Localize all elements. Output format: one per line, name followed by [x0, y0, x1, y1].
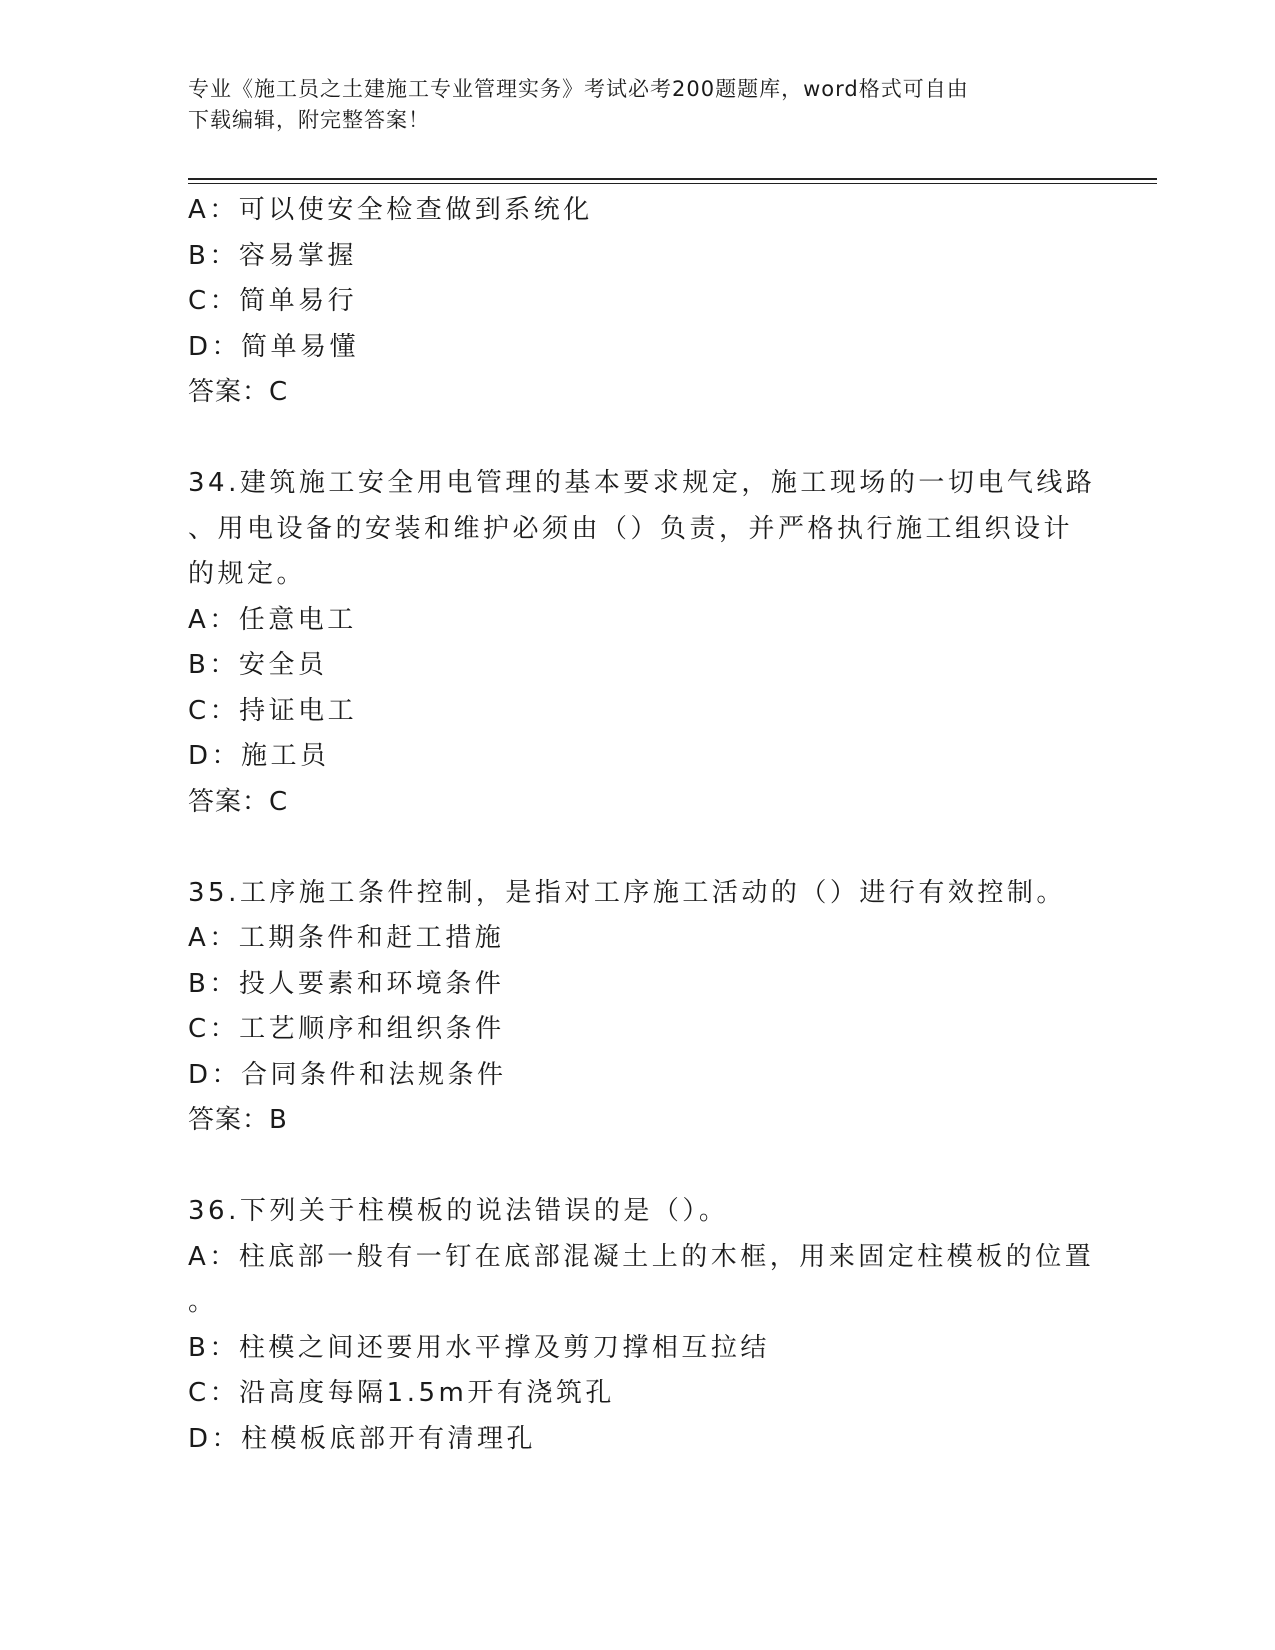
question-35: [188, 871, 1088, 1144]
question-stem-line: 34.建筑施工安全用电管理的基本要求规定，施工现场的一切电气线路: [188, 468, 1096, 498]
answer-line: 答案：B: [188, 1105, 288, 1135]
option-a: A：柱底部一般有一钉在底部混凝土上的木框，用来固定柱模板的位置: [188, 1241, 1095, 1272]
question-33: [188, 188, 1088, 416]
option-b: B：柱模之间还要用水平撑及剪刀撑相互拉结: [188, 1332, 770, 1363]
option-a: A：工期条件和赶工措施: [188, 923, 505, 953]
option-d: D：施工员: [188, 741, 330, 771]
document-body: [188, 188, 1096, 1462]
blank-line: [188, 416, 1088, 462]
header-line-2: 下载编辑，附完整答案！: [188, 108, 430, 132]
option-b: B：投人要素和环境条件: [188, 968, 505, 999]
blank-line: [188, 1144, 1088, 1190]
header-line-1: 专业《施工员之土建施工专业管理实务》考试必考200题题库，word格式可自由: [188, 77, 969, 101]
question-34: [188, 461, 1096, 825]
blank-line: [188, 825, 1088, 871]
document-header: [188, 74, 1088, 136]
answer-line: 答案：C: [188, 377, 289, 407]
question-stem-line: 35.工序施工条件控制，是指对工序施工活动的（）进行有效控制。: [188, 877, 1066, 908]
option-d: D：合同条件和法规条件: [188, 1059, 507, 1090]
option-b: B：容易掌握: [188, 240, 357, 271]
question-stem-line: 的规定。: [188, 559, 307, 589]
header-rule-thick: [188, 178, 1157, 180]
option-c: C：持证电工: [188, 695, 358, 726]
option-d: D：简单易懂: [188, 331, 360, 362]
option-a: A：可以使安全检查做到系统化: [188, 195, 593, 225]
option-a: A：任意电工: [188, 604, 357, 635]
answer-line: 答案：C: [188, 786, 289, 817]
option-c: C：工艺顺序和组织条件: [188, 1014, 505, 1044]
header-rule-thin: [188, 183, 1157, 184]
question-36: [188, 1189, 1095, 1462]
option-a-continuation: 。: [188, 1287, 218, 1317]
option-b: B：安全员: [188, 650, 328, 680]
question-stem-line: 36.下列关于柱模板的说法错误的是（）。: [188, 1196, 729, 1226]
question-stem-line: 、用电设备的安装和维护必须由（）负责，并严格执行施工组织设计: [188, 513, 1074, 544]
option-d: D：柱模板底部开有清理孔: [188, 1423, 537, 1454]
option-c: C：简单易行: [188, 286, 358, 316]
option-c: C：沿高度每隔1.5m开有浇筑孔: [188, 1378, 615, 1408]
